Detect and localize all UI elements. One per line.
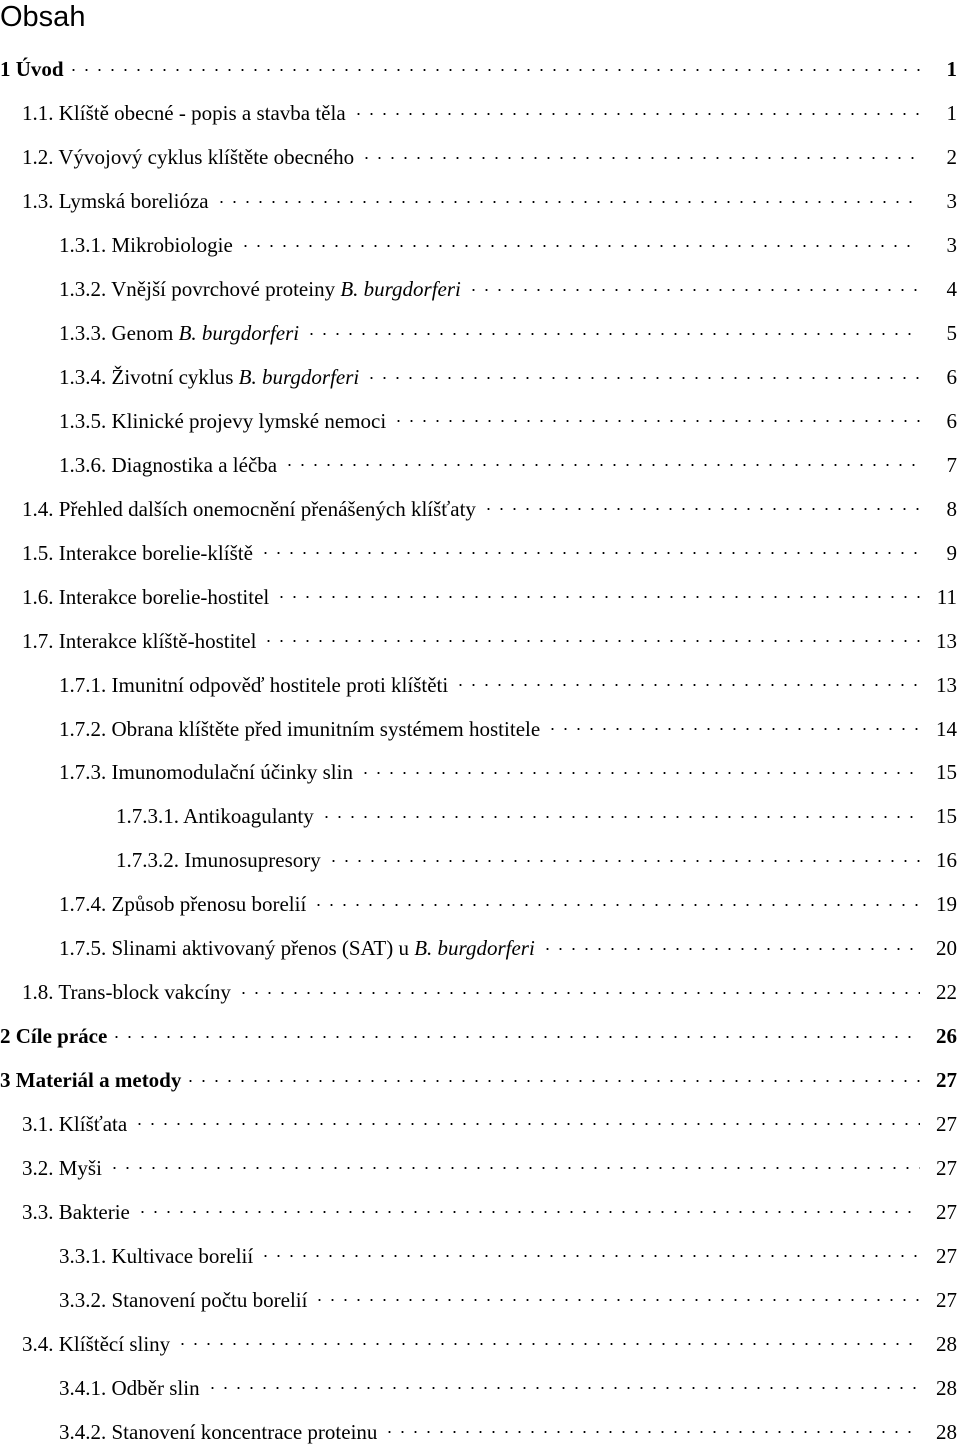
toc-entry-label (22, 101, 346, 126)
toc-entry-page-number: 22 (936, 980, 957, 1005)
toc-entry-label-text: 1.3.4. Životní cyklus (59, 365, 239, 390)
toc-entry-label-text: 3 Materiál a metody (0, 1068, 182, 1093)
toc-entry-page-number: 1 (946, 101, 957, 126)
dot-leader (392, 416, 920, 426)
dot-leader (283, 460, 920, 470)
toc-entry-label-italic: B. burgdorferi (340, 277, 461, 302)
toc-entry[interactable] (0, 1234, 960, 1278)
toc-entry-label (22, 629, 256, 654)
dot-leader (136, 1207, 920, 1217)
toc-entry[interactable] (0, 400, 960, 444)
dot-leader (237, 988, 920, 998)
toc-entry-label (22, 1112, 127, 1137)
toc-entry-label-text: 1.2. Vývojový cyklus klíštěte obecného (22, 145, 355, 170)
toc-entry[interactable] (0, 663, 960, 707)
toc-entry-label (59, 936, 535, 961)
dot-leader (108, 1163, 920, 1173)
toc-entry-label (0, 57, 64, 82)
toc-entry[interactable] (0, 707, 960, 751)
toc-entry-page-number: 26 (936, 1024, 957, 1049)
toc-entry[interactable] (0, 575, 960, 619)
toc-entry[interactable] (0, 619, 960, 663)
dot-leader (454, 680, 920, 690)
toc-entry-label-text: 3.4.1. Odběr slin (59, 1375, 200, 1400)
dot-leader (541, 944, 920, 954)
toc-entry-label (59, 409, 386, 434)
toc-entry-label (22, 980, 231, 1005)
toc-entry-page-number: 27 (936, 1199, 957, 1224)
toc-entry-label (59, 1420, 377, 1445)
toc-entry-label-text: 2 Cíle práce (0, 1024, 108, 1049)
dot-leader (352, 109, 920, 119)
toc-entry-label-text: 1.1. Klíště obecné - popis a stavba těla (22, 101, 346, 126)
toc-entry-label (59, 1244, 253, 1269)
dot-leader (110, 1032, 920, 1042)
toc-entry-page-number: 5 (946, 321, 957, 346)
toc-entry-label-text: 1.5. Interakce borelie-klíště (22, 540, 253, 565)
toc-entry-page-number: 1 (946, 57, 957, 82)
dot-leader (383, 1427, 920, 1437)
dot-leader (359, 768, 920, 778)
toc-entry[interactable] (0, 1059, 960, 1103)
dot-leader (313, 1295, 920, 1305)
toc-entry-label (22, 189, 209, 214)
toc-entry-label (59, 892, 306, 917)
toc-entry-label-text: 3.2. Myši (22, 1155, 102, 1180)
toc-entry[interactable] (0, 487, 960, 531)
toc-entry-page-number: 4 (946, 277, 957, 302)
dot-leader (546, 724, 920, 734)
dot-leader (320, 812, 920, 822)
toc-entry-label (59, 673, 448, 698)
toc-entry[interactable] (0, 356, 960, 400)
toc-entry[interactable] (0, 1146, 960, 1190)
toc-entry[interactable] (0, 883, 960, 927)
toc-entry-page-number: 11 (936, 584, 957, 609)
dot-leader (262, 636, 920, 646)
toc-entry-label-text: 1.4. Přehled dalších onemocnění přenášených klíšťaty (22, 496, 476, 521)
dot-leader (312, 900, 920, 910)
dot-leader (239, 241, 920, 251)
toc-entry-label-text: 1.7.3.2. Imunosupresory (116, 848, 321, 873)
dot-leader (215, 197, 920, 207)
toc-entry-label (0, 1068, 181, 1093)
dot-leader (467, 285, 920, 295)
toc-entry-label-text: 1.3.1. Mikrobiologie (59, 233, 233, 258)
toc-entry-page-number: 20 (936, 936, 957, 961)
toc-entry-label-text: 1.7.3. Imunomodulační účinky slin (59, 760, 353, 785)
toc-entry[interactable] (0, 795, 960, 839)
toc-entry-label (116, 848, 321, 873)
toc-entry[interactable] (0, 224, 960, 268)
toc-entry-label-text: 1.7.5. Slinami aktivovaný přenos (SAT) u (59, 936, 415, 961)
toc-entry[interactable] (0, 180, 960, 224)
toc-entry[interactable] (0, 531, 960, 575)
toc-entry-label-text: 3.3.1. Kultivace borelií (59, 1243, 254, 1268)
toc-entry[interactable] (0, 1322, 960, 1366)
toc-entry[interactable] (0, 839, 960, 883)
toc-entry-label-italic: B. burgdorferi (414, 936, 535, 961)
toc-entry[interactable] (0, 136, 960, 180)
toc-entry-label-text: 1.7.1. Imunitní odpověď hostitele proti klíštěti (59, 672, 449, 697)
toc-entry-label (59, 233, 233, 258)
toc-entry-label (22, 497, 476, 522)
toc-entry-page-number: 2 (946, 145, 957, 170)
toc-entry-page-number: 6 (946, 408, 957, 433)
toc-entry-page-number: 28 (936, 1375, 957, 1400)
toc-entry[interactable] (0, 443, 960, 487)
toc-entry-page-number: 13 (936, 672, 957, 697)
table-of-contents (0, 48, 960, 1454)
dot-leader (206, 1383, 920, 1393)
dot-leader (259, 548, 920, 558)
toc-entry-page-number: 28 (936, 1419, 957, 1444)
dot-leader (360, 153, 920, 163)
toc-entry-page-number: 27 (936, 1155, 957, 1180)
toc-entry-label (22, 541, 253, 566)
toc-entry-label-text: 1 Úvod (0, 57, 64, 82)
toc-entry-label-text: 1.7.2. Obrana klíštěte před imunitním systémem hostitele (59, 716, 541, 741)
toc-entry-page-number: 27 (936, 1068, 957, 1093)
toc-entry[interactable] (0, 1190, 960, 1234)
toc-entry-label (59, 760, 353, 785)
dot-leader (184, 1076, 920, 1086)
toc-entry-page-number: 13 (936, 628, 957, 653)
toc-entry-page-number: 8 (946, 496, 957, 521)
toc-entry-label (59, 277, 461, 302)
toc-entry-label (59, 1376, 200, 1401)
toc-entry-label-text: 1.7.4. Způsob přenosu borelií (59, 892, 307, 917)
toc-entry[interactable] (0, 971, 960, 1015)
toc-entry-label (22, 585, 269, 610)
toc-entry[interactable] (0, 1366, 960, 1410)
toc-entry-label-text: 1.7. Interakce klíště-hostitel (22, 628, 257, 653)
toc-entry[interactable] (0, 48, 960, 92)
toc-entry-label (22, 1200, 130, 1225)
toc-entry-page-number: 27 (936, 1111, 957, 1136)
toc-entry[interactable] (0, 751, 960, 795)
toc-entry-label-text: 3.4. Klíštěcí sliny (22, 1331, 171, 1356)
toc-entry-label-text: 1.3.3. Genom (59, 321, 179, 346)
dot-leader (133, 1119, 920, 1129)
dot-leader (275, 592, 920, 602)
toc-entry[interactable] (0, 92, 960, 136)
toc-entry-label-text: 3.3. Bakterie (22, 1199, 130, 1224)
toc-entry-label-text: 1.3.2. Vnější povrchové proteiny (59, 277, 341, 302)
toc-entry-label (59, 717, 540, 742)
toc-entry-label-text: 3.4.2. Stanovení koncentrace proteinu (59, 1419, 378, 1444)
toc-entry-label (22, 145, 354, 170)
toc-entry-page-number: 15 (936, 760, 957, 785)
toc-entry[interactable] (0, 1015, 960, 1059)
toc-entry-label (59, 1288, 307, 1313)
toc-entry-label (59, 321, 299, 346)
toc-entry-page-number: 27 (936, 1287, 957, 1312)
toc-entry-label (116, 804, 314, 829)
toc-entry[interactable] (0, 1103, 960, 1147)
toc-entry-label-text: 3.3.2. Stanovení počtu borelií (59, 1287, 308, 1312)
toc-entry-page-number: 7 (946, 452, 957, 477)
toc-entry-page-number: 6 (946, 365, 957, 390)
toc-entry[interactable] (0, 268, 960, 312)
toc-entry-page-number: 15 (936, 804, 957, 829)
toc-entry-page-number: 14 (936, 716, 957, 741)
toc-entry[interactable] (0, 1410, 960, 1454)
toc-entry-label-text: 1.3.6. Diagnostika a léčba (59, 452, 278, 477)
dot-leader (327, 856, 920, 866)
dot-leader (365, 373, 920, 383)
toc-entry-label (22, 1332, 170, 1357)
toc-entry-label-text: 1.6. Interakce borelie-hostitel (22, 584, 270, 609)
toc-entry[interactable] (0, 312, 960, 356)
page-title: Obsah (0, 1, 86, 33)
toc-entry-label (0, 1024, 107, 1049)
toc-entry-page-number: 27 (936, 1243, 957, 1268)
toc-entry-label-italic: B. burgdorferi (238, 365, 360, 390)
dot-leader (176, 1339, 920, 1349)
toc-entry-label-text: 3.1. Klíšťata (22, 1111, 128, 1136)
dot-leader (67, 65, 920, 75)
toc-entry-label-text: 1.7.3.1. Antikoagulanty (116, 804, 314, 829)
toc-entry-page-number: 3 (946, 233, 957, 258)
toc-entry-page-number: 9 (946, 540, 957, 565)
toc-entry-label (59, 453, 277, 478)
dot-leader (259, 1251, 920, 1261)
dot-leader (305, 329, 920, 339)
toc-entry-page-number: 3 (946, 189, 957, 214)
toc-entry[interactable] (0, 927, 960, 971)
toc-entry-label-italic: B. burgdorferi (178, 321, 300, 346)
toc-entry-page-number: 16 (936, 848, 957, 873)
toc-entry-label-text: 1.3.5. Klinické projevy lymské nemoci (59, 408, 387, 433)
toc-entry[interactable] (0, 1278, 960, 1322)
toc-entry-label (59, 365, 359, 390)
toc-entry-label-text: 1.8. Trans-block vakcíny (22, 980, 231, 1005)
dot-leader (482, 504, 920, 514)
toc-entry-page-number: 28 (936, 1331, 957, 1356)
toc-entry-page-number: 19 (936, 892, 957, 917)
toc-entry-label-text: 1.3. Lymská borelióza (22, 189, 209, 214)
toc-entry-label (22, 1156, 102, 1181)
